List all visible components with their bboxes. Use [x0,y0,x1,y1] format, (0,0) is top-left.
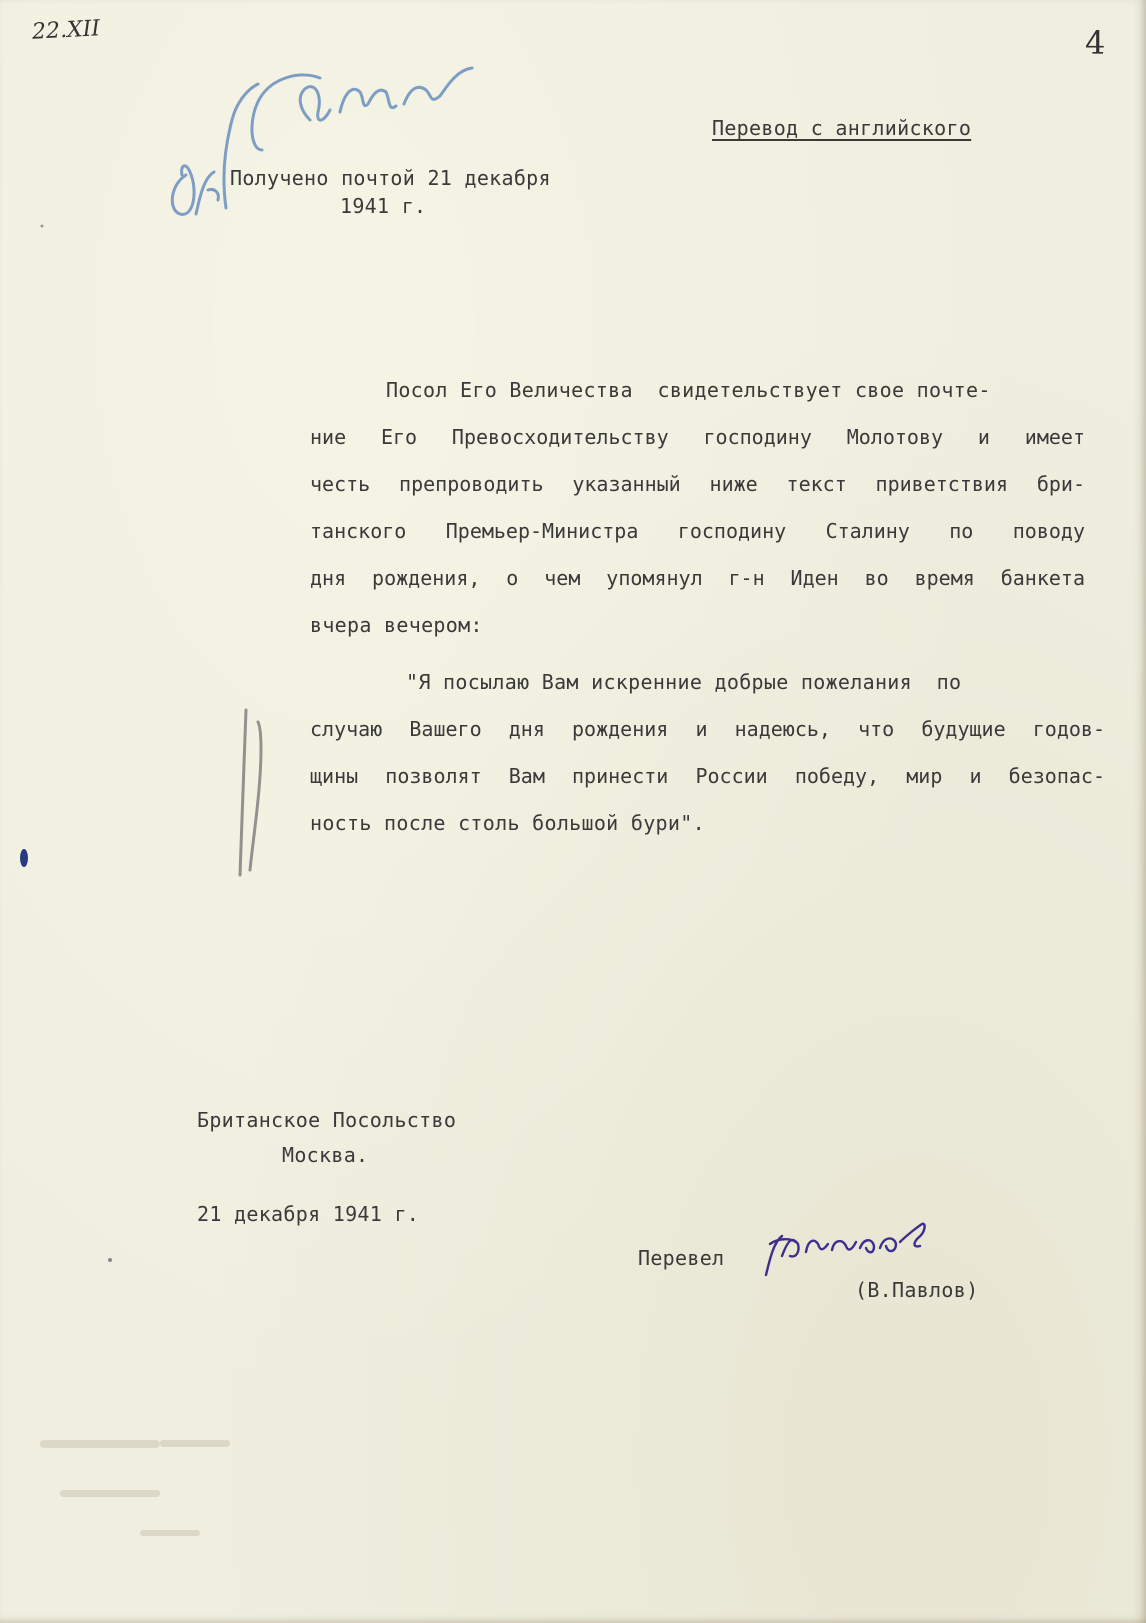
paper-mark [41,225,44,228]
blue-pencil-annotation [172,68,472,218]
corner-date-note: 22.XII [31,16,101,45]
quote-line: "Я посылаю Вам искренние добрые пожелания по [406,670,962,694]
translated-by-label: Перевел [638,1246,725,1270]
letter-date: 21 декабря 1941 г. [197,1202,420,1226]
paragraph-line: дня рождения, о чем упомянул г-н Иден во время банкета [310,566,1085,590]
quote-line: щины позволят Вам принести России победу, мир и безопас- [310,764,1105,788]
sender-city: Москва. [282,1143,369,1167]
sender-name: Британское Посольство [197,1108,457,1132]
ink-speck [20,849,28,867]
paragraph-line: вчера вечером: [310,613,483,637]
translation-note: Перевод с английского [712,116,972,140]
translator-signature [766,1224,925,1275]
quote-line: случаю Вашего дня рождения и надеюсь, что будущие годов- [310,717,1105,741]
paragraph-line: ние Его Превосходительству господину Молотову и имеет [310,425,1085,449]
quote-line: ность после столь большой бури". [310,811,705,835]
paragraph-line: танского Премьер-Министра господину Сталину по поводу [310,519,1085,543]
margin-pencil-lines [240,710,261,875]
page-number: 4 [1085,24,1106,62]
received-date-line1: Получено почтой 21 декабря [230,166,551,190]
paper-mark [108,1258,112,1262]
received-date-line2: 1941 г. [340,194,427,218]
translator-name: (В.Павлов) [855,1278,979,1302]
bleed-through [40,1440,230,1536]
paragraph-line: Посол Его Величества свидетельствует свое почте- [386,378,991,402]
paragraph-line: честь препроводить указанный ниже текст приветствия бри- [310,472,1085,496]
